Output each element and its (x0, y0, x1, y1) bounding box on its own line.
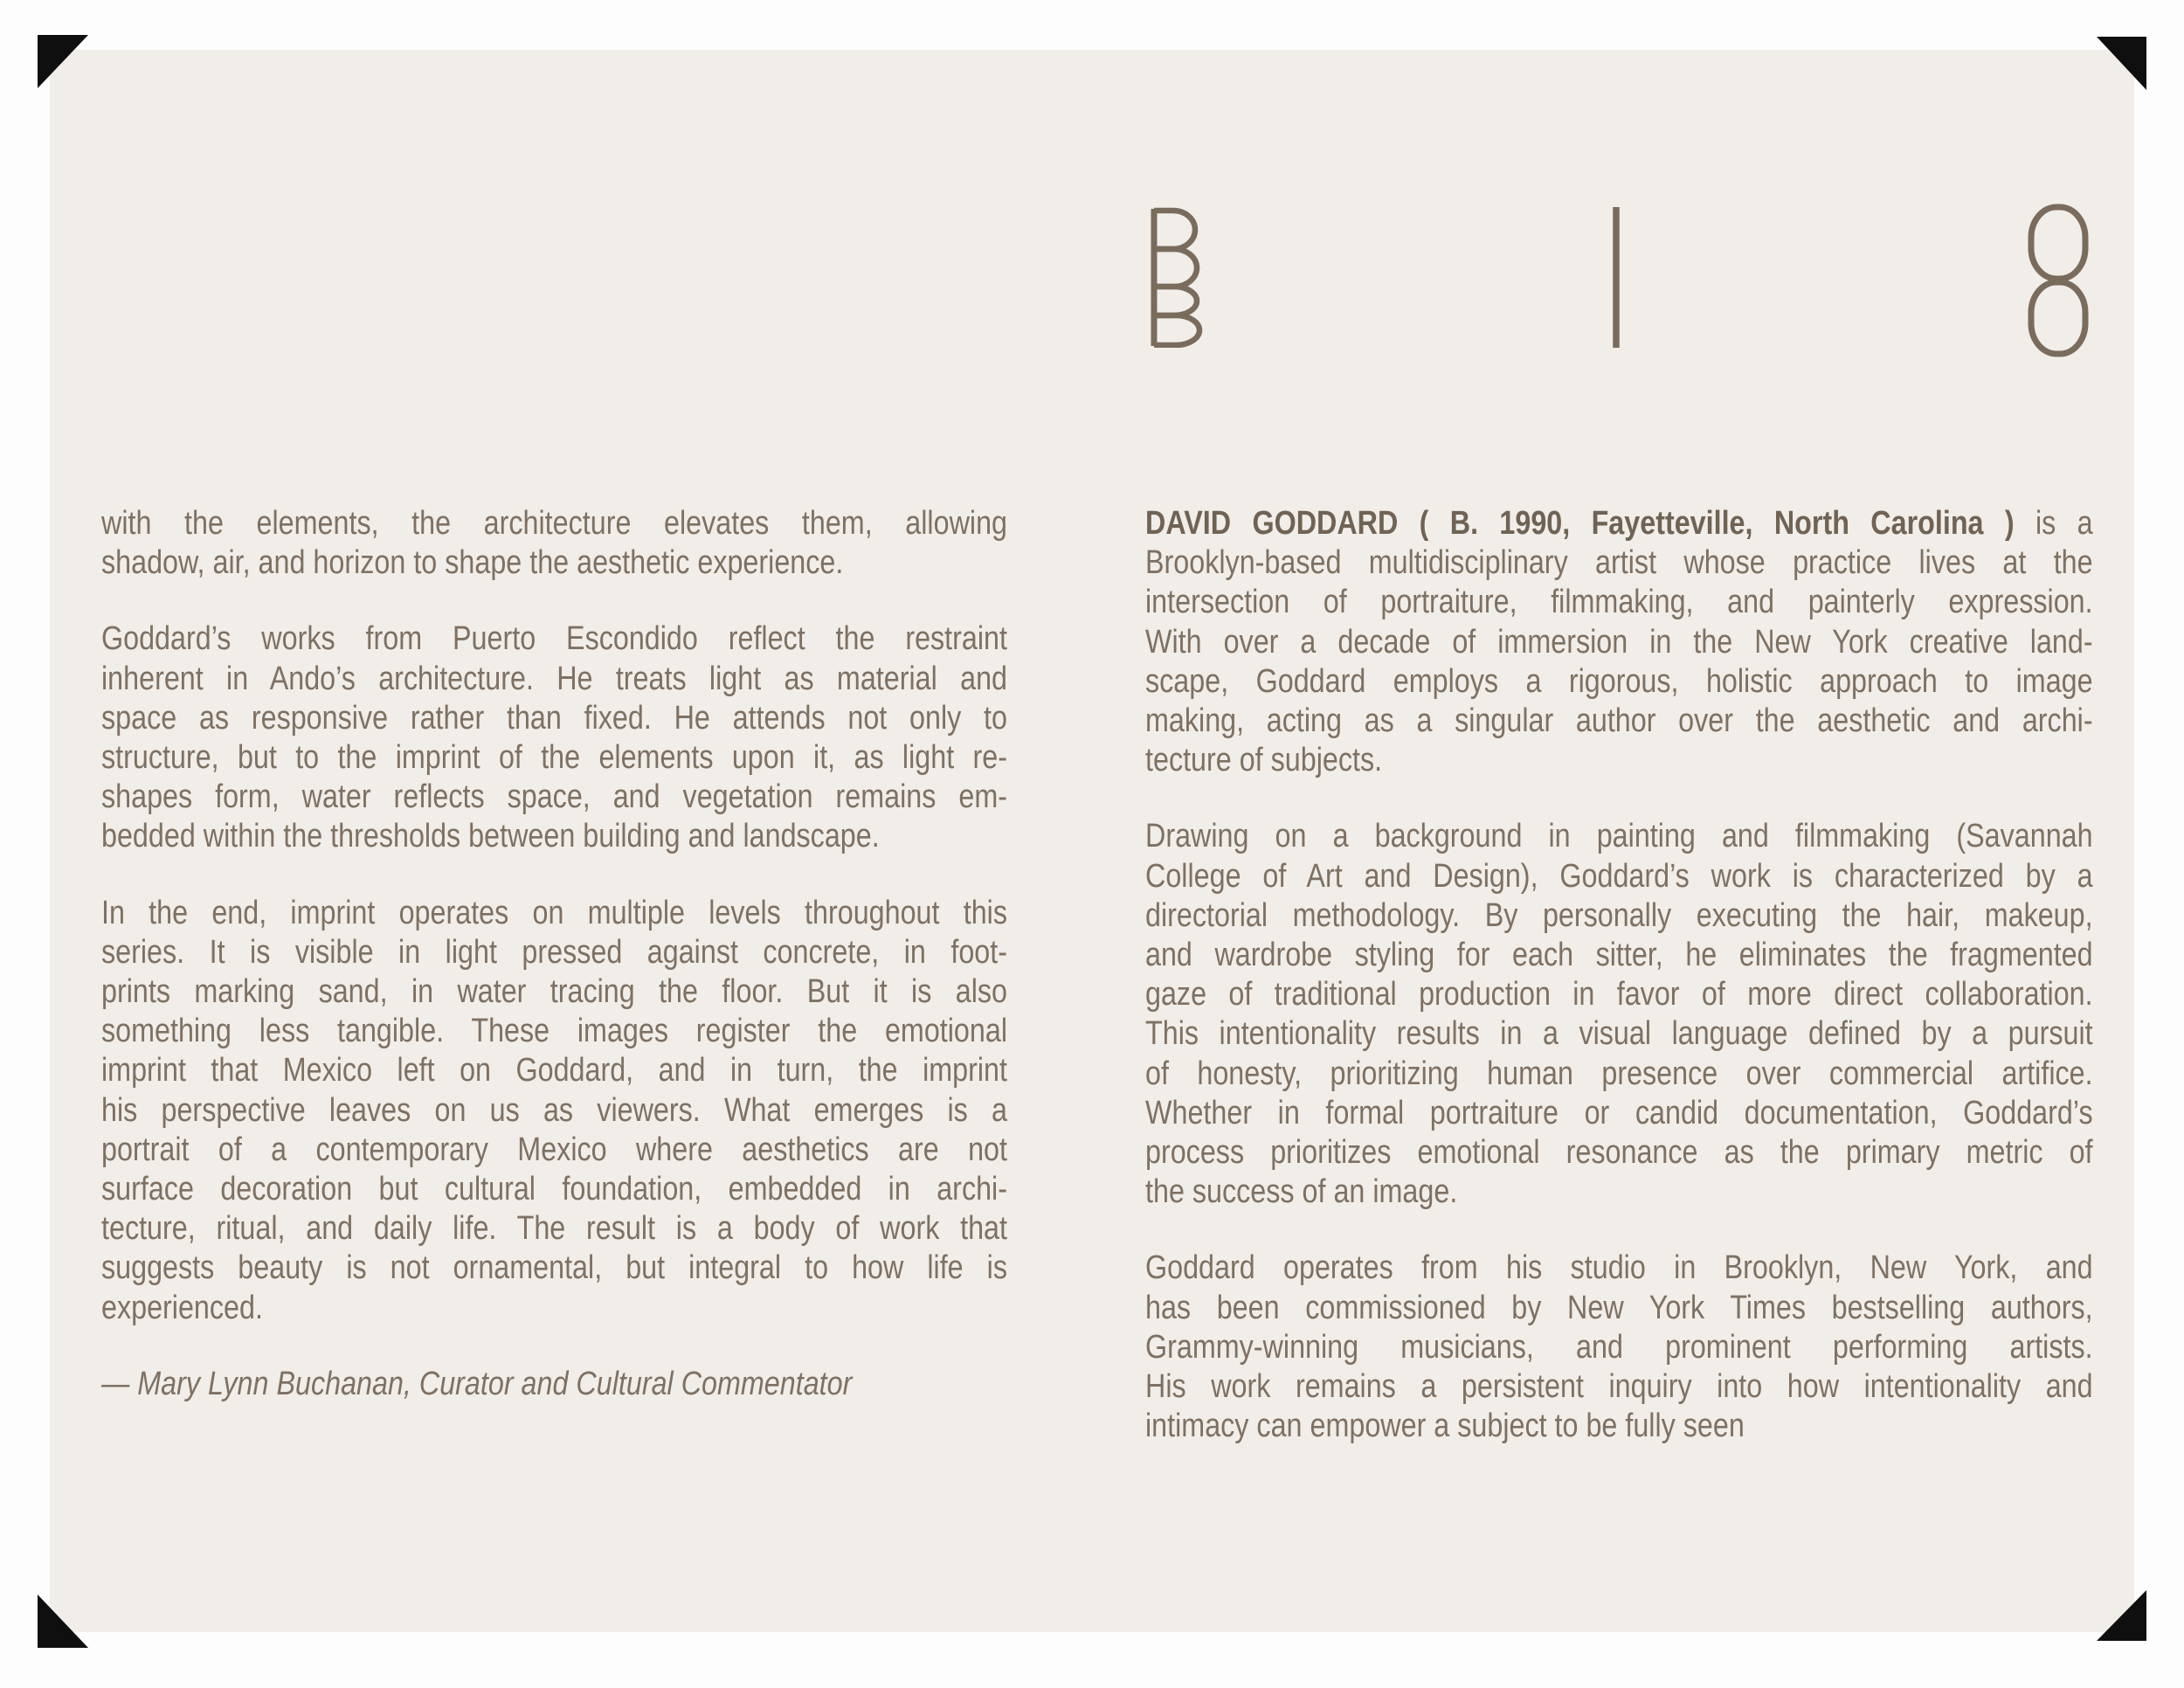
title-letter-b (1149, 207, 1205, 348)
paragraph (101, 894, 1007, 1328)
text-line: Brooklyn-based multidisciplinary artist whose practice lives at the (1145, 544, 2093, 582)
text-line: scape, Goddard employs a rigorous, holistic approach to image (1145, 662, 2093, 700)
text-line: shadow, air, and horizon to shape the aesthetic experience. (101, 544, 844, 582)
text-line: prints marking sand, in water tracing the floor. But it is also (101, 973, 1007, 1011)
text-line: suggests beauty is not ornamental, but integral to how life is (101, 1249, 1007, 1287)
text-line: This intentionality results in a visual language defined by a pursuit (1145, 1015, 2093, 1053)
attribution-line: — Mary Lynn Buchanan, Curator and Cultural Commentator (101, 1365, 853, 1402)
left-text-column (101, 504, 1007, 1404)
title-letter-i (1613, 207, 1620, 348)
text-line: experienced. (101, 1289, 263, 1326)
text-line: inherent in Ando’s architecture. He treats light as material and (101, 660, 1007, 697)
text-line: DAVID GODDARD ( B. 1990, Fayetteville, North Carolina ) is a (1145, 505, 2093, 542)
text-line: Grammy-winning musicians, and prominent performing artists. (1145, 1328, 2093, 1366)
text-line: shapes form, water reflects space, and vegetation remains em- (101, 778, 1007, 816)
text-line: portrait of a contemporary Mexico where aesthetics are not (101, 1131, 1007, 1168)
paragraph (1145, 1249, 2093, 1446)
text-line: College of Art and Design), Goddard’s work is characterized by a (1145, 857, 2093, 895)
text-line: In the end, imprint operates on multiple levels throughout this (101, 894, 1007, 931)
text-line: with the elements, the architecture elevates them, allowing (101, 505, 1007, 542)
text-line: intersection of portraiture, filmmaking, and painterly expression. (1145, 584, 2093, 621)
text-line: of honesty, prioritizing human presence over commercial artifice. (1145, 1055, 2093, 1092)
text-line: bedded within the thresholds between building and landscape. (101, 818, 880, 855)
text-line: his perspective leaves on us as viewers. What emerges is a (101, 1091, 1007, 1129)
text-line: Goddard’s works from Puerto Escondido reflect the restraint (101, 620, 1007, 658)
text-line: process prioritizes emotional resonance as the primary metric of (1145, 1134, 2093, 1172)
text-line: directorial methodology. By personally executing the hair, makeup, (1145, 896, 2093, 934)
text-line: Whether in formal portraiture or candid documentation, Goddard’s (1145, 1094, 2093, 1131)
text-line: making, acting as a singular author over the aesthetic and archi- (1145, 702, 2093, 740)
text-line: Drawing on a background in painting and filmmaking (Savannah (1145, 818, 2093, 855)
text-line: something less tangible. These images register the emotional (101, 1013, 1007, 1050)
text-line: tecture of subjects. (1145, 742, 1383, 779)
artist-name-bold: DAVID GODDARD ( B. 1990, Fayetteville, North Carolina ) (1145, 505, 2015, 542)
text-line: has been commissioned by New York Times bestselling authors, (1145, 1289, 2093, 1326)
text-line: tecture, ritual, and daily life. The result is a body of work that (101, 1210, 1007, 1248)
text-line: structure, but to the imprint of the elements upon it, as light re- (101, 739, 1007, 777)
text-line: imprint that Mexico left on Goddard, and in turn, the imprint (101, 1052, 1007, 1090)
paragraph (1145, 817, 2093, 1212)
text-line: With over a decade of immersion in the New York creative land- (1145, 623, 2093, 661)
paragraph (1145, 504, 2093, 780)
text-line: and wardrobe styling for each sitter, he eliminates the fragmented (1145, 937, 2093, 974)
text-line: the success of an image. (1145, 1173, 1458, 1211)
text-line: intimacy can empower a subject to be fully seen (1145, 1408, 1745, 1445)
text-line: space as responsive rather than fixed. He attends not only to (101, 699, 1007, 737)
page-title (1149, 207, 2089, 361)
paragraph (101, 619, 1007, 856)
text-line: His work remains a persistent inquiry into how intentionality and (1145, 1368, 2093, 1406)
text-line: series. It is visible in light pressed against concrete, in foot- (101, 933, 1007, 971)
title-letter-o (2028, 204, 2089, 357)
text-line: Goddard operates from his studio in Brooklyn, New York, and (1145, 1249, 2093, 1287)
text-line: surface decoration but cultural foundation, embedded in archi- (101, 1171, 1007, 1208)
text-line: gaze of traditional production in favor of more direct collaboration. (1145, 976, 2093, 1013)
right-text-column (1145, 504, 2093, 1483)
paragraph (101, 504, 1007, 583)
